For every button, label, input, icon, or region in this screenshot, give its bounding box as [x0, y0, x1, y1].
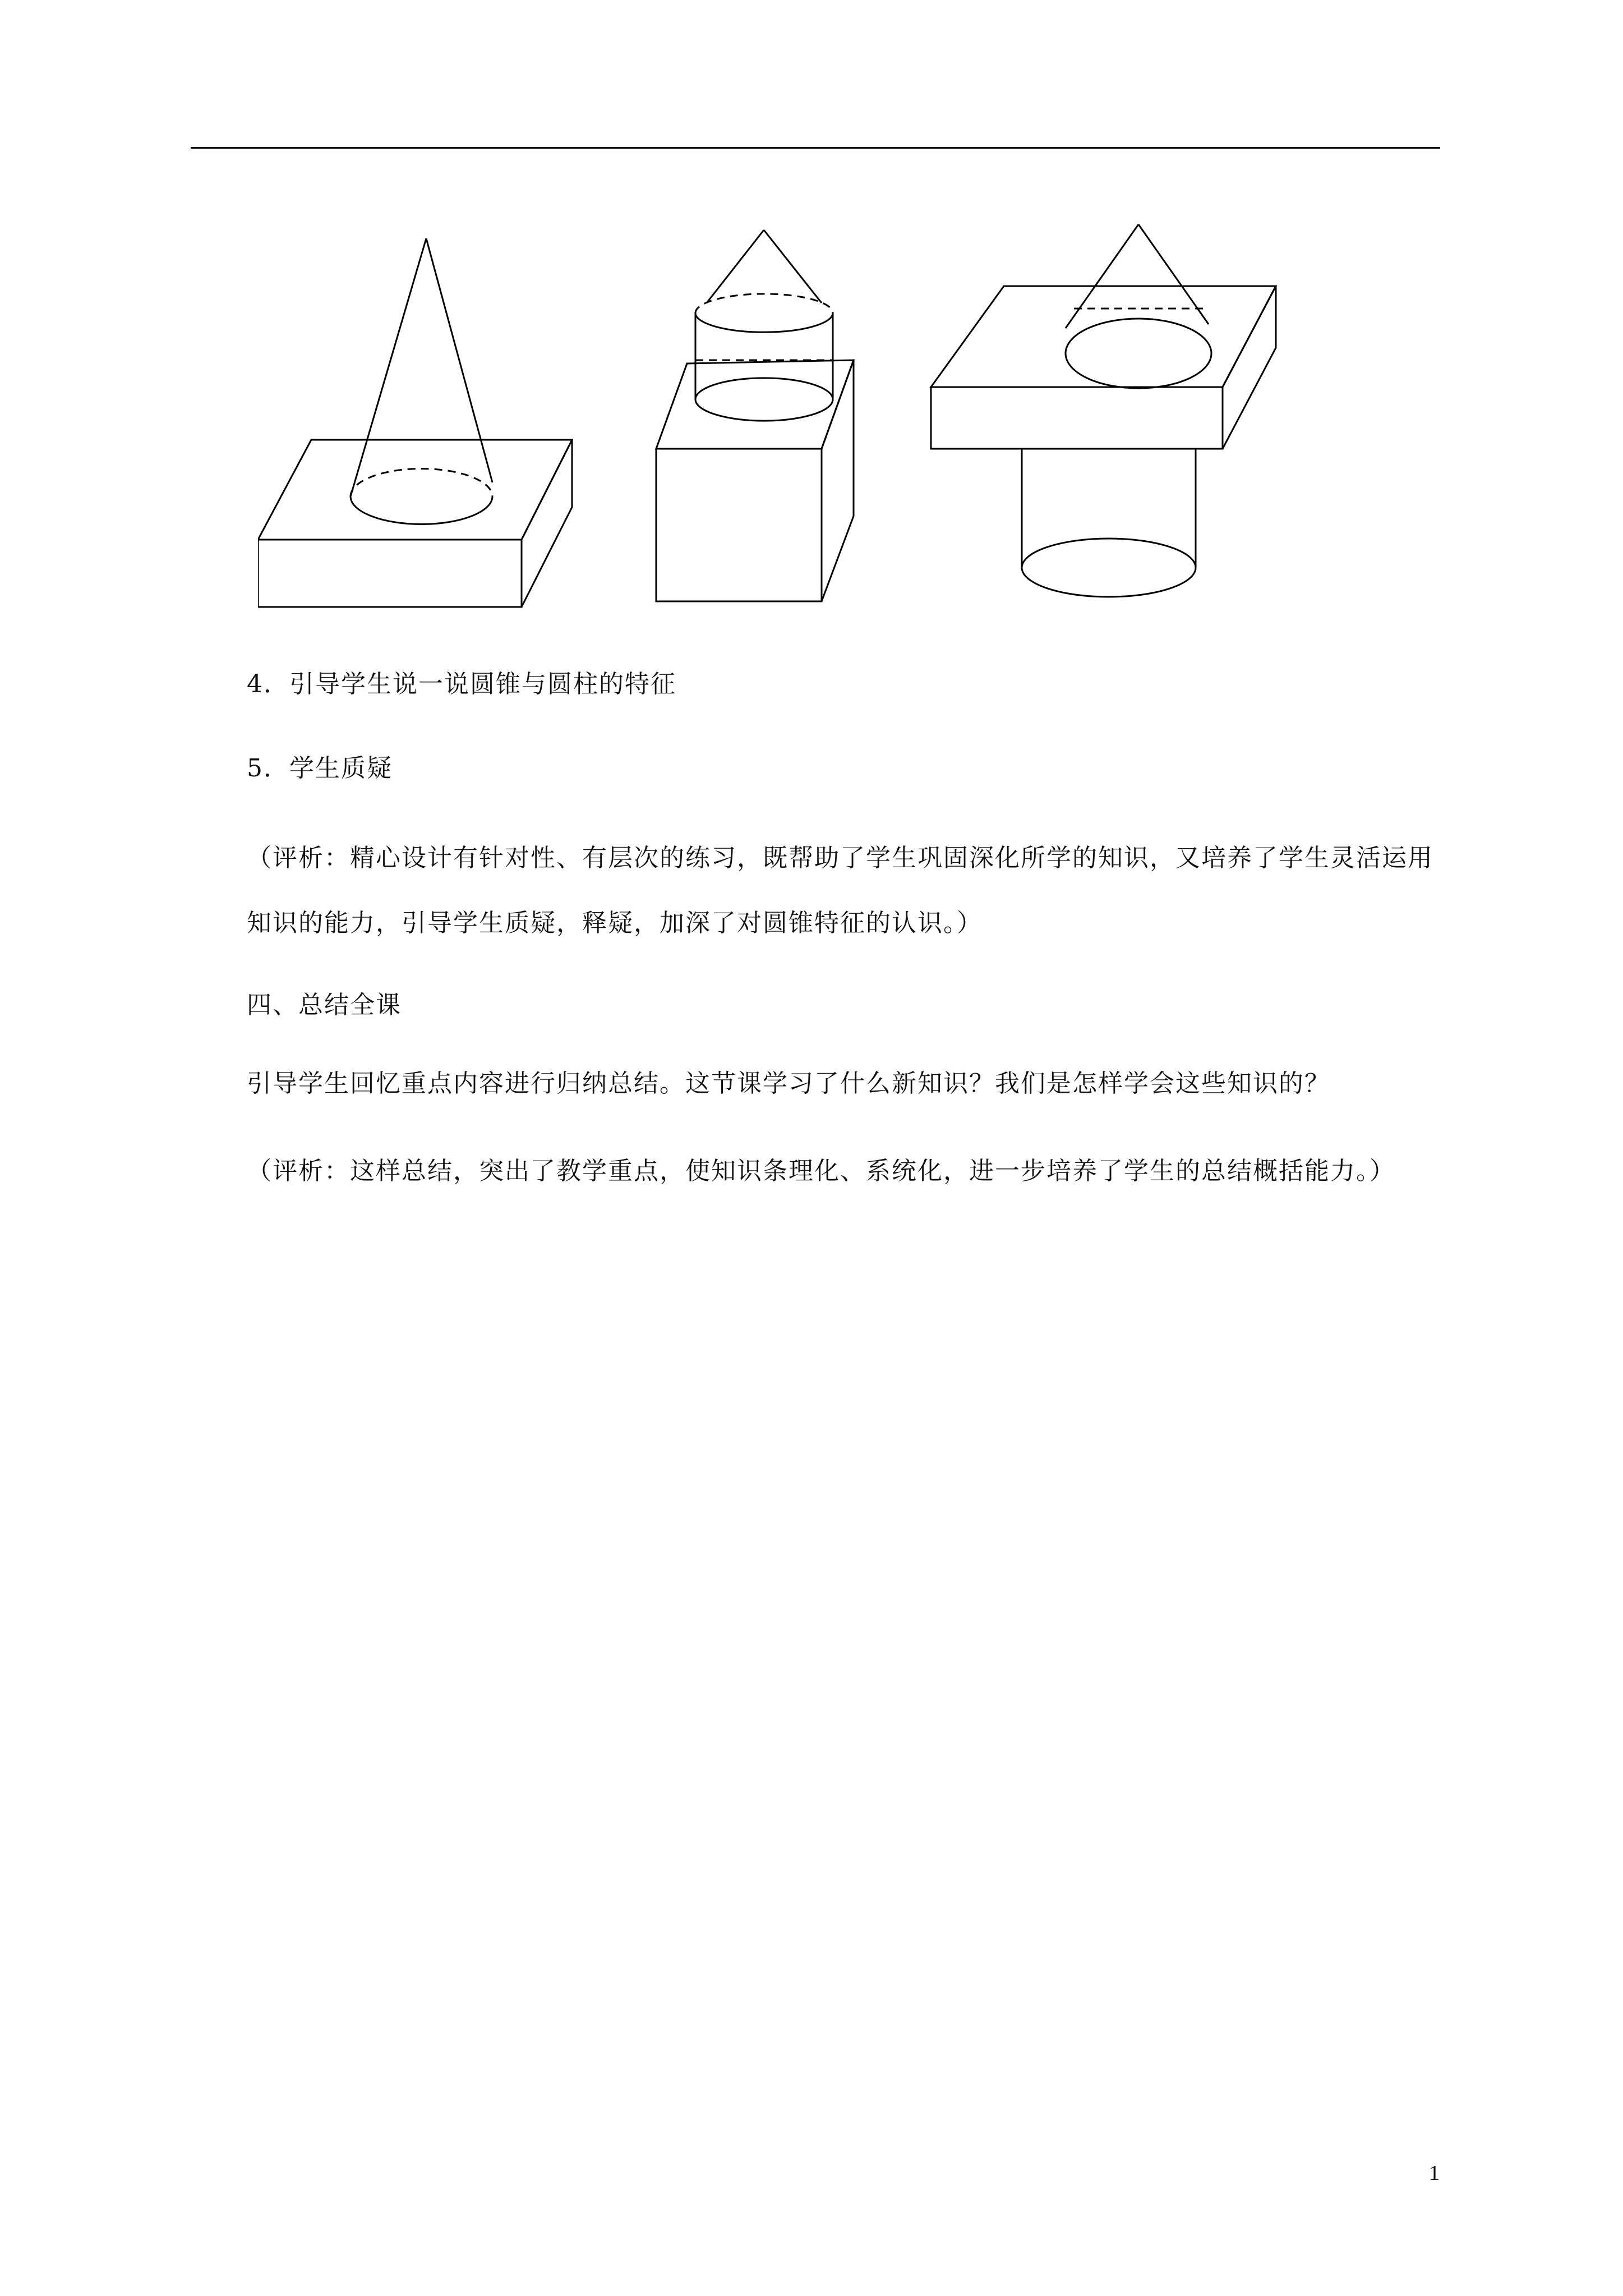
section-4-heading: 四、总结全课: [247, 991, 402, 1019]
comment-1-text: （评析：精心设计有针对性、有层次的练习，既帮助了学生巩固深化所学的知识，又培养了学生灵活运用知识的能力，引导学生质疑，释疑，加深了对圆锥特征的认识。）: [247, 844, 1433, 937]
header-rule: [191, 147, 1440, 149]
cone-cylinder-cube-figure: [656, 230, 854, 601]
summary-paragraph: 引导学生回忆重点内容进行归纳总结。这节课学习了什么新知识？我们是怎样学会这些知识的？: [247, 1069, 1330, 1098]
solid-figures-svg: [258, 213, 1335, 617]
cone-slab-cylinder-figure: [931, 224, 1276, 597]
item-4: 4．引导学生说一说圆锥与圆柱的特征: [247, 670, 676, 698]
item-5: 5．学生质疑: [247, 754, 393, 783]
comment-2: [247, 1139, 1453, 1204]
comment-2-text: （评析：这样总结，突出了教学重点，使知识条理化、系统化，进一步培养了学生的总结概括能力。）: [247, 1157, 1395, 1185]
page-number: 1: [1429, 2161, 1440, 2185]
cone-on-slab-figure: [258, 238, 572, 607]
comment-1: [247, 826, 1453, 956]
solid-figures-illustration: [258, 213, 1335, 617]
